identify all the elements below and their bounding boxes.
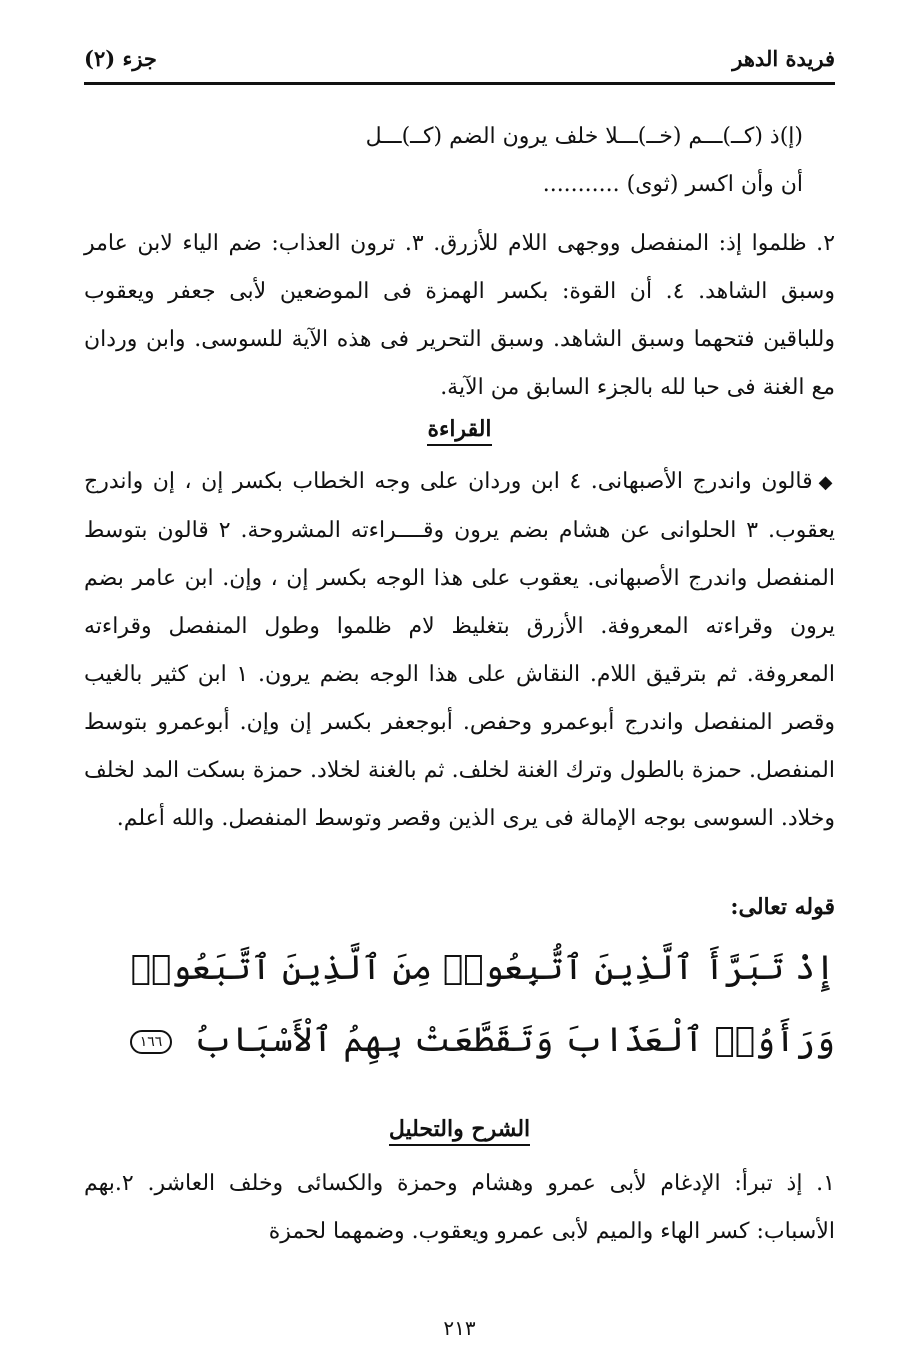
poem-line-1: (إ)ذ (كــ)ـــم (خــ)ـــلا خلف يرون الضم (كــ)ـــل xyxy=(365,124,803,149)
qiraa-paragraph: قالون واندرج الأصبهانى. ٤ ابن وردان على وجه الخطاب بكسر إن ، إن واندرج يعقوب. ٣ الحلوانى عن هشام بضم يرون وقــــراءته المشروحة. ٢ قالون بتوسط المنفصل واندرج الأصبهانى. يعقوب على هذا الوجه بكسر إن ، وإن. ابن عامر بضم يرون وقراءته المعروفة. الأزرق بتغليظ لام ظلموا وطول المنفصل وقراءته المعروفة. ثم بترقيق اللام. النقاش على هذا الوجه بضم يرون. ١ ابن كثير بالغيب وقصر المنفصل واندرج أبوعمرو وحفص. أبوجعفر بكسر إن وإن. أبوعمرو بتوسط المنفصل. حمزة بالطول وترك الغنة لخلف. ثم بالغنة لخلاد. حمزة بسكت المد لخلف وخلاد. السوسى بوجه الإمالة فى يرى الذين وقصر وتوسط المنفصل. والله أعلم. xyxy=(84,469,835,831)
sharh-heading xyxy=(84,1116,835,1142)
poem-line-2: أن وأن اكسر (ثوى) ........... xyxy=(542,172,803,197)
sharh-paragraph: ١. إذ تبرأ: الإدغام لأبى عمرو وهشام وحمزة والكسائى وخلف العاشر. ٢.بهم الأسباب: كسر الهاء والميم لأبى عمرو ويعقوب. وضمهما لحمزة xyxy=(84,1171,835,1244)
qiraa-heading-text: القراءة xyxy=(427,416,491,446)
qiraa-section xyxy=(84,458,835,843)
notes-paragraph: ٢. ظلموا إذ: المنفصل ووجهى اللام للأزرق. ٣. ترون العذاب: ضم الياء لابن عامر وسبق الشاهد. ٤. أن القوة: بكسر الهمزة فى الموضعين لأبى جعفر ويعقوب وللباقين فتحهما وسبق الشاهد. وسبق التحرير فى هذه الآية للسوسى. وابن وردان مع الغنة فى حبا لله بالجزء السابق من الآية. xyxy=(84,231,836,400)
quran-verse xyxy=(84,932,835,1076)
diamond-bullet-icon: ◆ xyxy=(818,472,835,493)
verse-label: قوله تعالى: xyxy=(730,894,835,920)
part-label: جزء (٢) xyxy=(84,46,157,71)
verse-text: إِذْ تَبَرَّأَ ٱلَّذِينَ ٱتُّبِعُوا۟ مِنَ ٱلَّذِينَ ٱتَّبَعُوا۟ وَرَأَوُا۟ ٱلْعَذَابَ وَتَقَطَّعَتْ بِهِمُ ٱلْأَسْبَابُ xyxy=(130,948,835,1060)
ayah-number-icon: ١٦٦ xyxy=(130,1030,173,1054)
page-number: ٢١٣ xyxy=(443,1316,476,1340)
book-title: فريدة الدهر xyxy=(732,46,835,71)
qiraa-heading xyxy=(84,416,835,442)
page-header xyxy=(84,42,835,85)
sharh-heading-text: الشرح والتحليل xyxy=(389,1116,530,1146)
